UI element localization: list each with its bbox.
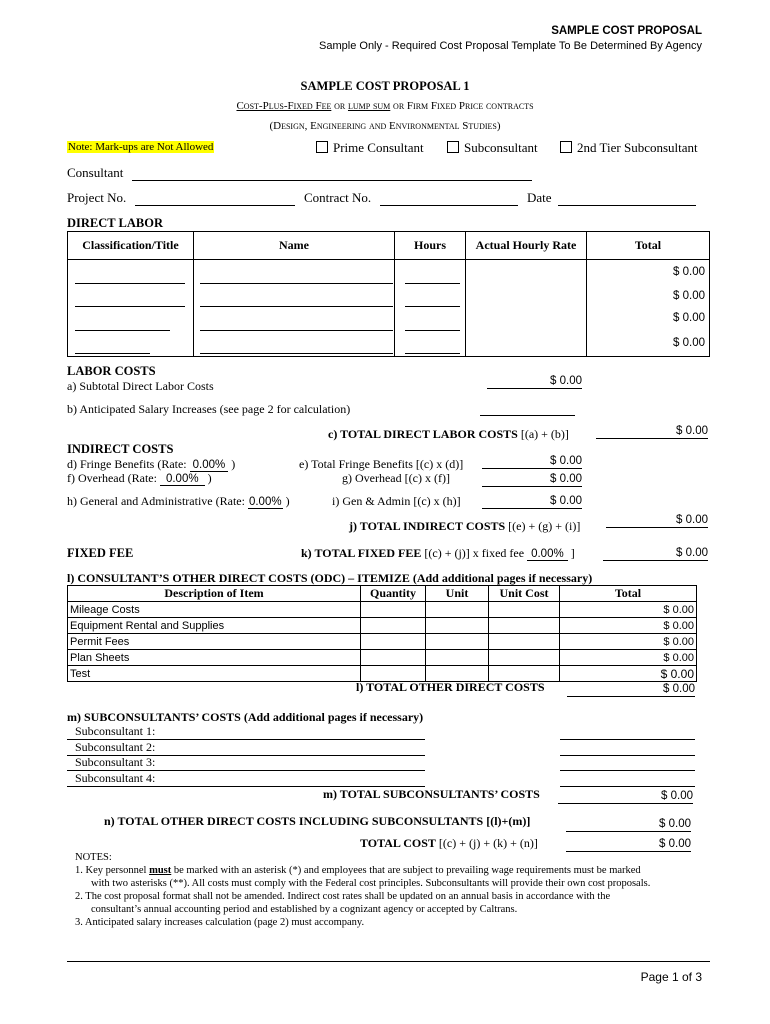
classification-line-4[interactable] (75, 353, 150, 354)
tier-label: 2nd Tier Subconsultant (577, 140, 698, 155)
contract-type-line (0, 100, 770, 112)
salary-increase-field[interactable] (480, 415, 575, 416)
gen-admin-label: i) Gen & Admin [(c) x (h)] (332, 494, 461, 508)
sub-checkbox-row[interactable] (447, 140, 538, 156)
total-odc-sub-label: n) TOTAL OTHER DIRECT COSTS INCLUDING SUBCONSULTANTS [(l)+(m)] (104, 814, 531, 828)
odc-description[interactable]: Permit Fees (68, 634, 361, 650)
fixed-fee-row: k) TOTAL FIXED FEE [(c) + (j)] x fixed fee 0.00% ] (301, 546, 575, 560)
total-indirect-label: j) TOTAL INDIRECT COSTS (349, 519, 506, 533)
classification-line-3[interactable] (75, 330, 170, 331)
odc-quantity[interactable] (361, 618, 426, 634)
odc-col-total: Total (560, 586, 697, 602)
labor-total-3: $ 0.00 (673, 312, 705, 324)
col-hourly-rate: Actual Hourly Rate (466, 232, 587, 260)
total-fringe-value: $ 0.00 (482, 454, 582, 469)
overhead-rate-label: f) Overhead (Rate: (67, 471, 157, 485)
gen-admin-value: $ 0.00 (482, 494, 582, 509)
grand-total-formula: [(c) + (j) + (k) + (n)] (438, 836, 538, 850)
note-1-must: must (149, 865, 172, 876)
date-field[interactable] (558, 205, 696, 206)
labor-total-4: $ 0.00 (673, 337, 705, 349)
subconsultant-3-cost[interactable] (560, 770, 695, 771)
odc-row (68, 634, 697, 650)
subconsultant-2-cost[interactable] (560, 755, 695, 756)
markup-note: Note: Mark-ups are Not Allowed (68, 141, 214, 153)
odc-quantity[interactable] (361, 602, 426, 618)
consultant-field[interactable] (132, 180, 532, 181)
overhead-value: $ 0.00 (482, 472, 582, 487)
total-direct-labor-formula: [(a) + (b)] (520, 427, 569, 441)
classification-cell[interactable] (68, 260, 194, 357)
total-indirect-row (349, 519, 580, 534)
fixed-fee-label: k) TOTAL FIXED FEE (301, 546, 422, 560)
subconsultants-heading: m) SUBCONSULTANTS’ COSTS (Add additional pages if necessary) (67, 710, 424, 724)
total-odc-sub-value: $ 0.00 (566, 817, 691, 832)
type-or-1: or (334, 100, 346, 112)
classification-line-1[interactable] (75, 283, 185, 284)
form-heading: SAMPLE COST PROPOSAL 1 (300, 79, 470, 93)
odc-total: $ 0.00 (560, 650, 697, 666)
hours-line-4[interactable] (405, 353, 460, 354)
overhead-rate-row: f) Overhead (Rate: 0.00% ) (67, 471, 212, 485)
labor-total-2: $ 0.00 (673, 290, 705, 302)
odc-total: $ 0.00 (560, 602, 697, 618)
odc-row (68, 602, 697, 618)
date-label: Date (527, 190, 552, 205)
odc-quantity[interactable] (361, 634, 426, 650)
fixed-fee-formula: [(c) + (j)] x fixed fee (424, 546, 525, 560)
tier-checkbox-row[interactable] (560, 140, 698, 156)
subconsultants-total-label: m) TOTAL SUBCONSULTANTS’ COSTS (323, 787, 540, 801)
tier-checkbox[interactable] (560, 141, 572, 153)
total-direct-labor-value: $ 0.00 (596, 424, 708, 439)
subconsultant-4-label: Subconsultant 4: (75, 771, 156, 785)
classification-line-2[interactable] (75, 306, 185, 307)
grand-total-value: $ 0.00 (566, 837, 691, 852)
fringe-rate-label: d) Fringe Benefits (Rate: (67, 457, 187, 471)
ga-rate-label: h) General and Administrative (Rate: (67, 494, 245, 508)
page-number: Page 1 of 3 (640, 970, 702, 984)
fringe-rate-row: d) Fringe Benefits (Rate: 0.00% ) (67, 457, 236, 471)
prime-checkbox[interactable] (316, 141, 328, 153)
name-cell[interactable] (194, 260, 395, 357)
type-ffp: Firm Fixed Price contracts (406, 100, 534, 112)
odc-col-unit: Unit (426, 586, 489, 602)
name-line-2[interactable] (200, 306, 393, 307)
footer-rule (67, 961, 710, 962)
subconsultant-1-label: Subconsultant 1: (75, 724, 156, 738)
odc-unit-cost[interactable] (489, 602, 560, 618)
odc-unit-cost[interactable] (489, 618, 560, 634)
col-classification: Classification/Title (68, 232, 194, 260)
salary-increase-label: b) Anticipated Salary Increases (see page 2 for calculation) (67, 402, 351, 416)
subconsultants-total-value: $ 0.00 (558, 789, 693, 804)
odc-unit[interactable] (426, 650, 489, 666)
odc-total: $ 0.00 (560, 618, 697, 634)
fringe-rate-value[interactable]: 0.00% (190, 459, 229, 472)
note-1 (75, 864, 715, 877)
sub-label: Subconsultant (464, 140, 538, 155)
type-lump-sum: lump sum (347, 100, 391, 112)
ga-rate-value[interactable]: 0.00% (248, 496, 282, 508)
subconsultant-4-cost[interactable] (560, 786, 695, 787)
odc-col-unit-cost: Unit Cost (489, 586, 560, 602)
total-direct-labor-label (328, 427, 569, 442)
fixed-fee-value: $ 0.00 (603, 546, 708, 561)
total-odc-sub-row (104, 814, 530, 829)
odc-col-quantity: Quantity (361, 586, 426, 602)
note-3: 3. Anticipated salary increases calculation (page 2) must accompany. (75, 917, 365, 928)
hours-line-1[interactable] (405, 283, 460, 284)
overhead-rate-value[interactable]: 0.00% (160, 473, 205, 486)
total-fringe-label: e) Total Fringe Benefits [(c) x (d)] (299, 457, 464, 471)
subtotal-labor-label: a) Subtotal Direct Labor Costs (67, 379, 214, 393)
type-or-2: or (393, 100, 405, 112)
name-line-3[interactable] (200, 330, 393, 331)
notes-block (75, 851, 715, 929)
grand-total-label: TOTAL COST (360, 836, 436, 850)
odc-total: $ 0.00 (560, 634, 697, 650)
col-hours: Hours (395, 232, 466, 260)
odc-quantity[interactable] (361, 650, 426, 666)
total-indirect-value: $ 0.00 (606, 513, 708, 528)
consultant-label: Consultant (67, 165, 124, 180)
header-subtitle: Sample Only - Required Cost Proposal Template To Be Determined By Agency (319, 40, 702, 52)
subconsultant-3-label: Subconsultant 3: (75, 755, 156, 769)
project-field[interactable] (135, 205, 295, 206)
total-direct-labor-text: c) TOTAL DIRECT LABOR COSTS (328, 427, 518, 441)
odc-description[interactable]: Test (68, 666, 361, 682)
odc-total: $ 0.00 (560, 666, 697, 682)
name-line-1[interactable] (200, 283, 393, 284)
hours-cell[interactable] (395, 260, 466, 357)
direct-labor-heading: DIRECT LABOR (67, 216, 163, 230)
col-name: Name (194, 232, 395, 260)
direct-labor-body-row (68, 260, 710, 357)
subconsultant-1-cost[interactable] (560, 739, 695, 740)
grand-total-row (360, 836, 538, 851)
col-total: Total (587, 232, 710, 260)
overhead-label: g) Overhead [(c) x (f)] (342, 471, 450, 485)
direct-labor-header-row (68, 232, 710, 260)
odc-description[interactable]: Plan Sheets (68, 650, 361, 666)
hours-line-3[interactable] (405, 330, 460, 331)
contract-label: Contract No. (304, 190, 372, 205)
odc-unit[interactable] (426, 602, 489, 618)
contract-field[interactable] (380, 205, 518, 206)
note-2: 2. The cost proposal format shall not be amended. Indirect cost rates shall be updated on an annual basis in accordance with the (75, 891, 611, 902)
notes-heading: NOTES: (75, 852, 112, 863)
name-line-4[interactable] (200, 353, 393, 354)
rate-cell[interactable] (466, 260, 587, 357)
odc-table (67, 585, 697, 682)
project-label: Project No. (67, 190, 127, 205)
odc-col-description: Description of Item (68, 586, 361, 602)
prime-checkbox-row[interactable] (316, 140, 424, 156)
odc-description[interactable]: Equipment Rental and Supplies (68, 618, 361, 634)
indirect-costs-heading: INDIRECT COSTS (67, 442, 174, 456)
odc-header-row (68, 586, 697, 602)
labor-costs-heading: LABOR COSTS (67, 364, 156, 378)
prime-label: Prime Consultant (333, 140, 424, 155)
odc-unit[interactable] (426, 618, 489, 634)
labor-total-1: $ 0.00 (673, 266, 705, 278)
note-1-lead: 1. Key personnel (75, 865, 147, 876)
type-cpff: Cost-Plus-Fixed Fee (236, 100, 332, 112)
total-indirect-formula: [(e) + (g) + (i)] (508, 519, 581, 533)
sub-checkbox[interactable] (447, 141, 459, 153)
subtotal-labor-value: $ 0.00 (487, 374, 582, 389)
note-2-cont: consultant’s annual accounting period and established by a cognizant agency or accepted by Caltrans. (91, 904, 518, 915)
odc-total-value: $ 0.00 (567, 682, 695, 697)
subconsultant-2-label: Subconsultant 2: (75, 740, 156, 754)
fixed-fee-heading: FIXED FEE (67, 546, 134, 560)
fixed-fee-rate[interactable]: 0.00% (527, 548, 568, 561)
note-1-cont: with two asterisks (**). All costs must comply with the Federal cost principles. Subconsultants will provide their own cost proposals. (91, 878, 651, 889)
odc-row (68, 650, 697, 666)
note-1-rest: be marked with an asterisk (*) and employees that are subject to prevailing wage requirements must be marked (173, 865, 641, 876)
odc-unit-cost[interactable] (489, 650, 560, 666)
odc-row (68, 618, 697, 634)
ga-rate-row: h) General and Administrative (Rate: 0.00% ) (67, 494, 290, 508)
odc-total-label: l) TOTAL OTHER DIRECT COSTS (356, 680, 545, 694)
odc-description[interactable]: Mileage Costs (68, 602, 361, 618)
odc-unit-cost[interactable] (489, 634, 560, 650)
direct-labor-table (67, 231, 710, 357)
odc-heading: l) CONSULTANT’S OTHER DIRECT COSTS (ODC) – ITEMIZE (Add additional pages if necessary) (67, 571, 593, 585)
odc-unit[interactable] (426, 634, 489, 650)
header-title: SAMPLE COST PROPOSAL (551, 25, 702, 37)
form-subheading: (Design, Engineering and Environmental Studies) (269, 120, 501, 132)
hours-line-2[interactable] (405, 306, 460, 307)
